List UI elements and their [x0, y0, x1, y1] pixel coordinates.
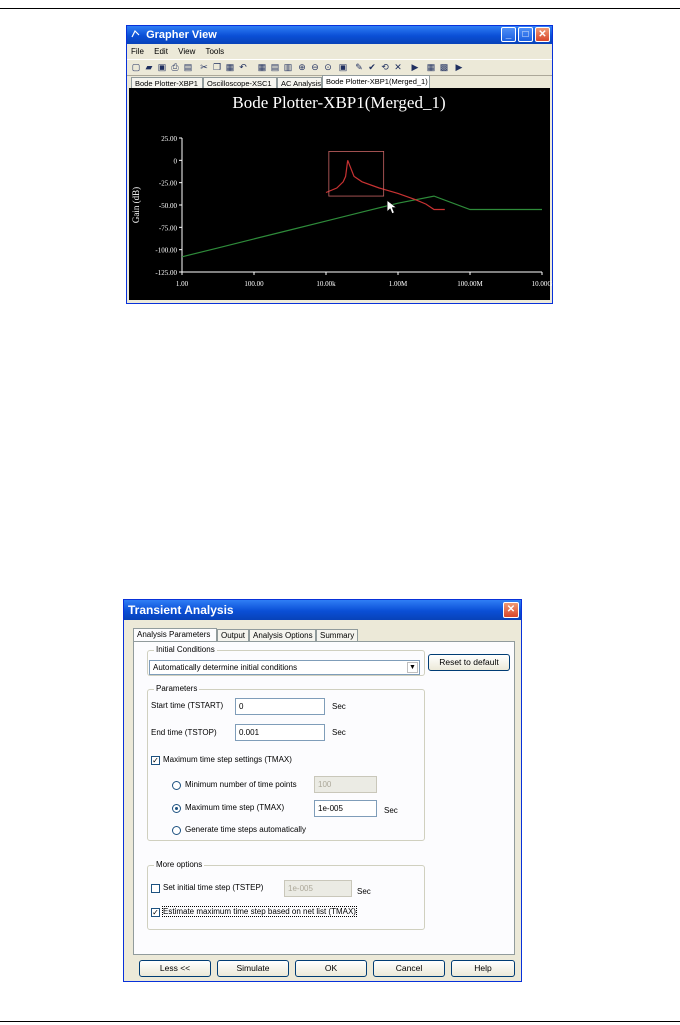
lvm-icon[interactable]: ▶ — [455, 62, 463, 72]
menu-tools[interactable]: Tools — [205, 47, 225, 56]
zoom-in-icon[interactable]: ⊕ — [298, 62, 306, 72]
maximize-button[interactable]: □ — [518, 27, 533, 42]
end-time-input[interactable]: 0.001 — [235, 724, 325, 741]
zoom-selection-box — [329, 151, 384, 196]
end-time-label: End time (TSTOP) — [151, 728, 217, 737]
tstep-unit: Sec — [357, 887, 371, 896]
tmax-settings-label: Maximum time step settings (TMAX) — [163, 755, 292, 764]
chart-title: Bode Plotter-XBP1(Merged_1) — [232, 93, 446, 112]
y-tick-label: 25.00 — [161, 135, 177, 143]
analysis-parameters-panel — [133, 641, 515, 955]
overlay-icon[interactable]: ▣ — [338, 62, 348, 72]
max-step-radio[interactable] — [172, 804, 181, 813]
mouse-cursor-icon — [387, 201, 396, 214]
close-button[interactable]: ✕ — [535, 27, 550, 42]
tab-bode-plotter-xbp1[interactable]: Bode Plotter-XBP1 — [131, 77, 203, 88]
auto-steps-label: Generate time steps automatically — [185, 825, 306, 834]
ok-button[interactable]: OK — [295, 960, 367, 977]
initial-conditions-legend: Initial Conditions — [156, 645, 215, 654]
tab-analysis-options[interactable]: Analysis Options — [249, 629, 316, 641]
dialog-close-button[interactable]: ✕ — [503, 602, 519, 618]
min-points-input[interactable]: 100 — [314, 776, 377, 793]
parameters-legend: Parameters — [156, 684, 198, 693]
grapher-tabs — [127, 75, 552, 88]
print-preview-icon[interactable]: ▤ — [183, 62, 193, 72]
max-step-input[interactable]: 1e-005 — [314, 800, 377, 817]
y-tick-label: 0 — [173, 157, 177, 166]
menu-edit[interactable]: Edit — [154, 47, 168, 56]
transient-analysis-dialog — [123, 599, 522, 982]
page-bottom-rule — [0, 1021, 680, 1022]
x-tick-label: 100.00 — [244, 280, 264, 288]
grapher-window — [126, 25, 553, 304]
end-time-unit: Sec — [332, 728, 346, 737]
properties-icon[interactable]: ✔ — [368, 62, 376, 72]
initial-conditions-select[interactable] — [149, 660, 420, 675]
tab-output[interactable]: Output — [217, 629, 249, 641]
estimate-tmax-label: Estimate maximum time step based on net list (TMAX) — [163, 907, 356, 916]
tab-oscilloscope-xsc1[interactable]: Oscilloscope-XSC1 — [203, 77, 277, 88]
reverse-colors-icon[interactable]: ⟲ — [381, 62, 389, 72]
tstep-checkbox[interactable] — [151, 884, 160, 893]
y-tick-label: -125.00 — [155, 269, 177, 277]
y-tick-label: -75.00 — [158, 224, 177, 233]
mathcad-icon[interactable]: ▩ — [439, 62, 449, 72]
tstep-input[interactable]: 1e-005 — [284, 880, 352, 897]
new-icon[interactable]: ▢ — [131, 62, 141, 72]
bode-plot[interactable] — [129, 88, 553, 300]
max-step-unit: Sec — [384, 806, 398, 815]
dialog-title: Transient Analysis — [128, 603, 234, 617]
y-axis-label: Gain (dB) — [131, 186, 141, 224]
grapher-toolbar — [127, 59, 552, 76]
print-icon[interactable]: ⎙ — [171, 62, 179, 72]
grapher-app-icon — [131, 29, 140, 38]
min-points-radio[interactable] — [172, 781, 181, 790]
tab-bode-merged[interactable]: Bode Plotter-XBP1(Merged_1) — [322, 75, 430, 88]
grapher-titlebar[interactable] — [127, 26, 552, 44]
x-tick-label: 10.00G — [531, 280, 553, 288]
minimize-button[interactable]: _ — [501, 27, 516, 42]
dialog-button-row — [133, 960, 515, 978]
chevron-down-icon[interactable]: ▼ — [407, 662, 418, 673]
less-button[interactable]: Less << — [139, 960, 211, 977]
tab-summary[interactable]: Summary — [316, 629, 358, 641]
excel-icon[interactable]: ▦ — [426, 62, 436, 72]
initial-conditions-value: Automatically determine initial conditions — [153, 663, 298, 672]
save-icon[interactable]: ▣ — [157, 62, 167, 72]
grapher-menubar — [127, 45, 552, 58]
estimate-tmax-checkbox[interactable]: ✓ — [152, 908, 159, 917]
x-tick-label: 100.00M — [457, 280, 483, 288]
copy-icon[interactable]: ❐ — [212, 62, 222, 72]
start-time-input[interactable]: 0 — [235, 698, 325, 715]
export-icon[interactable]: ▶ — [411, 62, 419, 72]
start-time-label: Start time (TSTART) — [151, 701, 224, 710]
series-line-green — [182, 196, 542, 257]
legend-icon[interactable]: ▤ — [270, 62, 280, 72]
tab-ac-analysis[interactable]: AC Analysis — [277, 77, 322, 88]
more-options-legend: More options — [156, 860, 203, 869]
y-tick-label: -50.00 — [158, 202, 177, 210]
menu-file[interactable]: File — [131, 47, 144, 56]
grapher-title: Grapher View — [146, 29, 217, 41]
x-tick-label: 1.00 — [175, 280, 189, 288]
open-icon[interactable]: ▰ — [145, 62, 153, 72]
x-tick-label: 1.00M — [388, 280, 408, 288]
tmax-settings-checkbox[interactable]: ✓ — [152, 756, 159, 765]
more-options-group — [147, 860, 425, 930]
dialog-titlebar[interactable] — [124, 600, 521, 620]
tab-analysis-parameters[interactable]: Analysis Parameters — [133, 628, 217, 642]
x-tick-label: 10.00k — [316, 280, 336, 288]
tstep-label: Set initial time step (TSTEP) — [163, 883, 264, 892]
cancel-button[interactable]: Cancel — [373, 960, 445, 977]
select-marks-icon[interactable]: ✎ — [355, 62, 363, 72]
clear-icon[interactable]: ✕ — [394, 62, 402, 72]
start-time-unit: Sec — [332, 702, 346, 711]
zoom-out-icon[interactable]: ⊖ — [311, 62, 319, 72]
min-points-label: Minimum number of time points — [185, 780, 297, 789]
simulate-button[interactable]: Simulate — [217, 960, 289, 977]
zoom-full-icon[interactable]: ⊙ — [324, 62, 332, 72]
cut-icon[interactable]: ✂ — [200, 62, 208, 72]
menu-view[interactable]: View — [178, 47, 196, 56]
y-tick-label: -100.00 — [155, 246, 177, 255]
help-button[interactable]: Help — [451, 960, 515, 977]
dialog-body — [127, 621, 518, 978]
max-step-label: Maximum time step (TMAX) — [185, 803, 285, 812]
paste-icon[interactable]: ▦ — [225, 62, 235, 72]
bode-plot-svg — [129, 88, 553, 300]
grid-icon[interactable]: ▦ — [257, 62, 267, 72]
undo-icon[interactable]: ↶ — [239, 62, 247, 72]
page-top-rule — [0, 8, 680, 9]
auto-steps-radio[interactable] — [172, 826, 181, 835]
series-line-red — [326, 160, 445, 209]
cursors-icon[interactable]: ▥ — [283, 62, 293, 72]
reset-to-default-button[interactable]: Reset to default — [428, 654, 510, 671]
y-tick-label: -25.00 — [158, 179, 177, 188]
